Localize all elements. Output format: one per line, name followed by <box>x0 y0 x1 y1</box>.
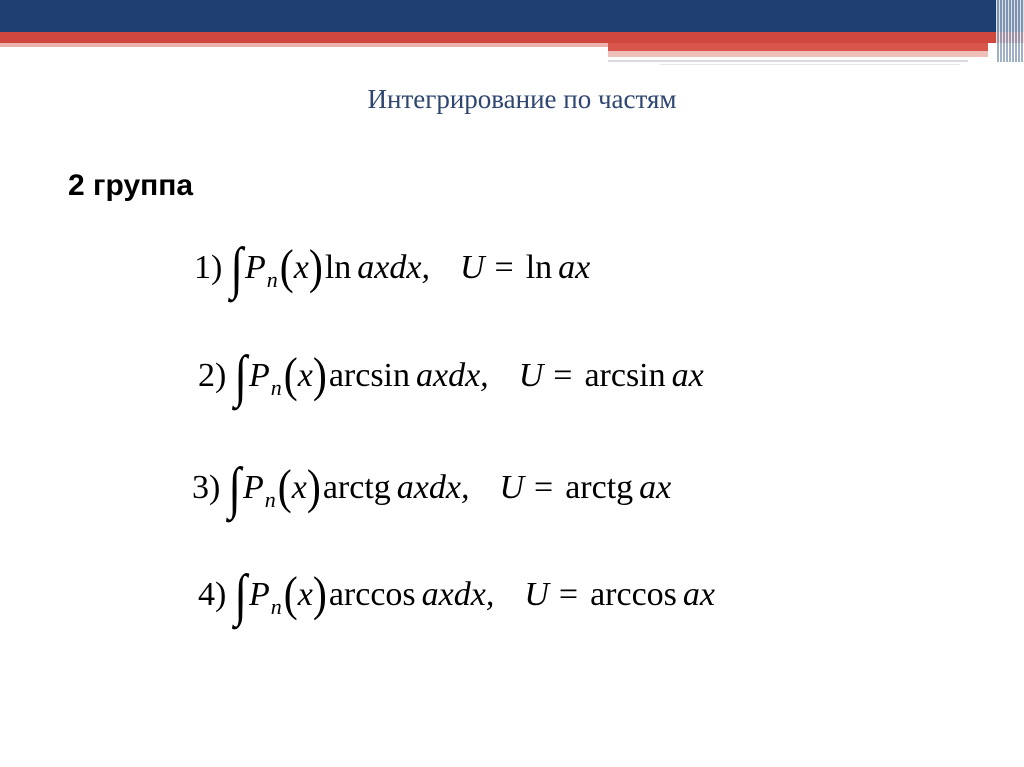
equals-sign: = <box>553 357 573 394</box>
variable-x: x <box>291 469 307 506</box>
formula-number: 4) <box>198 576 227 613</box>
formula-1 <box>194 235 591 300</box>
open-paren: ( <box>283 568 298 622</box>
function-name: ln <box>324 249 352 286</box>
integral-sign: ∫ <box>234 343 247 408</box>
header-band-blue <box>0 0 1024 32</box>
u-argument: ax <box>682 576 715 613</box>
polynomial-degree: n <box>270 375 282 400</box>
u-symbol: U <box>499 469 525 506</box>
u-symbol: U <box>459 249 485 286</box>
function-argument: axdx, <box>421 576 495 613</box>
function-name: arctg <box>322 469 391 506</box>
polynomial-degree: n <box>270 594 282 619</box>
variable-x: x <box>297 357 313 394</box>
open-paren: ( <box>283 349 298 403</box>
header-band-pink <box>0 43 608 47</box>
function-argument: axdx, <box>396 469 470 506</box>
polynomial-symbol: P <box>244 249 266 286</box>
header-band-pink-secondary <box>608 51 988 57</box>
function-name: arcsin <box>328 357 410 394</box>
equals-sign: = <box>494 249 514 286</box>
polynomial-symbol: P <box>248 576 270 613</box>
polynomial-degree: n <box>264 487 276 512</box>
u-argument: ax <box>558 249 591 286</box>
header-divider-line <box>608 60 968 62</box>
integral-sign: ∫ <box>234 562 247 627</box>
formula-number: 2) <box>198 357 227 394</box>
header-divider-line-thin <box>660 64 960 65</box>
integral-sign: ∫ <box>228 455 241 520</box>
polynomial-symbol: P <box>242 469 264 506</box>
slide-title: Интегрирование по частям <box>367 84 677 114</box>
formula-2 <box>198 343 704 408</box>
close-paren: ) <box>306 461 321 515</box>
function-argument: axdx, <box>416 357 489 394</box>
close-paren: ) <box>312 568 327 622</box>
equals-sign: = <box>534 469 554 506</box>
variable-x: x <box>297 576 313 613</box>
header-right-stripes <box>996 0 1024 62</box>
close-paren: ) <box>308 241 323 295</box>
u-function-name: ln <box>525 249 553 286</box>
header-band-red-secondary <box>608 43 988 51</box>
u-function-name: arcsin <box>584 357 666 394</box>
equals-sign: = <box>558 576 579 613</box>
variable-x: x <box>293 249 309 286</box>
u-function-name: arccos <box>590 576 677 613</box>
u-symbol: U <box>524 576 549 613</box>
formula-number: 1) <box>194 249 223 286</box>
u-argument: ax <box>671 357 704 394</box>
group-label: 2 группа <box>68 169 194 202</box>
formula-number: 3) <box>192 469 221 506</box>
u-argument: ax <box>639 469 672 506</box>
header-band-red <box>0 32 1024 43</box>
open-paren: ( <box>277 461 292 515</box>
u-function-name: arctg <box>565 469 634 506</box>
polynomial-symbol: P <box>248 357 270 394</box>
open-paren: ( <box>279 241 294 295</box>
formula-3 <box>192 455 672 520</box>
integral-sign: ∫ <box>230 235 243 300</box>
function-argument: axdx, <box>357 249 430 286</box>
polynomial-degree: n <box>266 267 278 292</box>
function-name: arccos <box>328 576 416 613</box>
u-symbol: U <box>518 357 544 394</box>
close-paren: ) <box>312 349 327 403</box>
formula-4 <box>198 562 715 627</box>
